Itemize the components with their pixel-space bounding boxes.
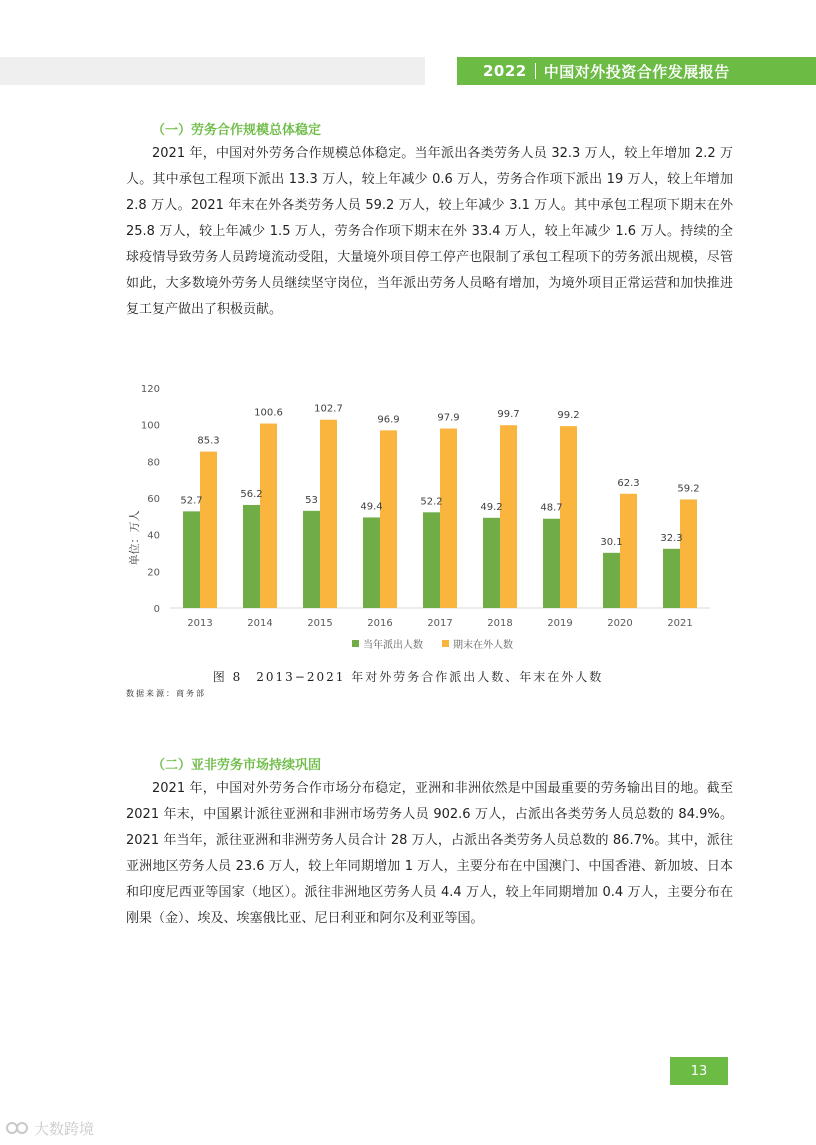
report-header <box>457 57 816 85</box>
section-title-labor-scale: （一）劳务合作规模总体稳定 <box>152 123 322 138</box>
y-tick-label: 0 <box>153 604 160 615</box>
watermark <box>6 1115 94 1141</box>
data-label: 102.7 <box>314 403 343 415</box>
bar-abroad <box>200 452 217 608</box>
legend-swatch <box>352 640 359 647</box>
x-tick-label: 2014 <box>247 618 273 629</box>
bar-dispatched <box>543 519 560 608</box>
data-label: 49.4 <box>360 501 383 513</box>
figure-caption: 图 8 2013−2021 年对外劳务合作派出人数、年末在外人数 <box>212 670 604 684</box>
x-tick-label: 2018 <box>487 618 513 629</box>
watermark-logo-icon <box>6 1120 28 1136</box>
header-year: 2022 <box>483 62 527 80</box>
data-label: 100.6 <box>254 407 283 419</box>
section-paragraph-labor-scale: 2021 年，中国对外劳务合作规模总体稳定。当年派出各类劳务人员 32.3 万人，较上年增加 2.2 万人。其中承包工程项下派出 13.3 万人，较上年减少 0.6 万人，劳务合作项下派出 19 万人，较上年增加 2.8 万人。2021 年末在外各类劳务人员 59.2 万人，较上年减少 3.1 万人。其中承包工程项下期末在外 25.8 万人，较上年减少 1.5 万人，劳务合作项下期末在外 33.4 万人，较上年减少 1.6 万人。持续的全球疫情导致劳务人员跨境流动受阻，大量境外项目停工停产也限制了承包工程项下的劳务派出规模，尽管如此，大多数境外劳务人员继续坚守岗位，当年派出劳务人员略有增加，为境外项目正常运营和加快推进复工复产做出了积极贡献。 <box>126 146 733 317</box>
x-tick-label: 2013 <box>187 618 213 629</box>
data-label: 99.7 <box>497 409 520 421</box>
data-label: 85.3 <box>197 435 220 447</box>
y-axis-label: 单位：万人 <box>128 510 141 566</box>
y-tick-label: 60 <box>147 494 160 505</box>
header-divider <box>535 63 536 79</box>
data-label: 96.9 <box>377 414 400 426</box>
section-title-asia-africa: （二）亚非劳务市场持续巩固 <box>152 758 322 773</box>
bar-abroad <box>320 420 337 608</box>
bar-abroad <box>560 426 577 608</box>
x-tick-label: 2016 <box>367 618 393 629</box>
data-label: 48.7 <box>540 502 563 514</box>
x-tick-label: 2020 <box>607 618 633 629</box>
data-label: 59.2 <box>677 483 700 495</box>
x-tick-label: 2015 <box>307 618 333 629</box>
y-tick-label: 100 <box>140 420 160 432</box>
data-label: 97.9 <box>437 412 460 424</box>
bar-dispatched <box>423 512 440 608</box>
bar-dispatched <box>483 518 500 608</box>
bar-dispatched <box>303 511 320 608</box>
data-label: 52.2 <box>420 496 443 508</box>
data-label: 52.7 <box>180 495 203 507</box>
bar-abroad <box>260 424 277 608</box>
data-label: 56.2 <box>240 488 263 500</box>
header-grey-band <box>0 57 425 85</box>
bar-dispatched <box>183 511 200 608</box>
data-label: 53 <box>305 494 318 506</box>
watermark-text: 大数跨境 <box>34 1119 95 1138</box>
bar-dispatched <box>363 517 380 608</box>
legend-swatch <box>442 640 449 647</box>
bar-chart-svg <box>120 375 720 660</box>
x-tick-label: 2021 <box>667 618 693 629</box>
y-tick-label: 40 <box>147 530 160 542</box>
figure-source: 数据来源：商务部 <box>126 689 206 698</box>
data-label: 62.3 <box>617 477 640 489</box>
data-label: 99.2 <box>557 410 580 422</box>
bar-dispatched <box>243 505 260 608</box>
bar-abroad <box>500 425 517 608</box>
data-label: 49.2 <box>480 501 503 513</box>
section-paragraph-asia-africa: 2021 年，中国对外劳务合作市场分布稳定，亚洲和非洲依然是中国最重要的劳务输出目的地。截至 2021 年末，中国累计派往亚洲和非洲市场劳务人员 902.6 万人，占派出各类劳务人员总数的 84.9%。2021 年当年，派往亚洲和非洲劳务人员合计 28 万人，占派出各类劳务人员总数的 86.7%。其中，派往亚洲地区劳务人员 23.6 万人，较上年同期增加 1 万人，主要分布在中国澳门、中国香港、新加坡、日本和印度尼西亚等国家（地区）。派往非洲地区劳务人员 4.4 万人，较上年同期增加 0.4 万人，主要分布在刚果（金）、埃及、埃塞俄比亚、尼日利亚和阿尔及利亚等国。 <box>126 781 733 926</box>
bar-abroad <box>620 494 637 608</box>
bar-abroad <box>440 429 457 608</box>
data-label: 30.1 <box>600 536 623 548</box>
header-title: 中国对外投资合作发展报告 <box>543 62 730 81</box>
bar-chart <box>120 375 720 660</box>
page-number: 13 <box>670 1057 728 1085</box>
y-tick-label: 80 <box>147 457 160 469</box>
bar-abroad <box>380 430 397 608</box>
bar-dispatched <box>663 549 680 608</box>
data-label: 32.3 <box>660 532 683 544</box>
bar-dispatched <box>603 553 620 608</box>
bar-abroad <box>680 499 697 608</box>
y-tick-label: 20 <box>147 567 160 579</box>
x-tick-label: 2017 <box>427 618 453 629</box>
legend-label: 当年派出人数 <box>363 640 423 651</box>
y-tick-label: 120 <box>140 384 160 395</box>
x-tick-label: 2019 <box>547 618 573 629</box>
legend-label: 期末在外人数 <box>453 640 513 651</box>
